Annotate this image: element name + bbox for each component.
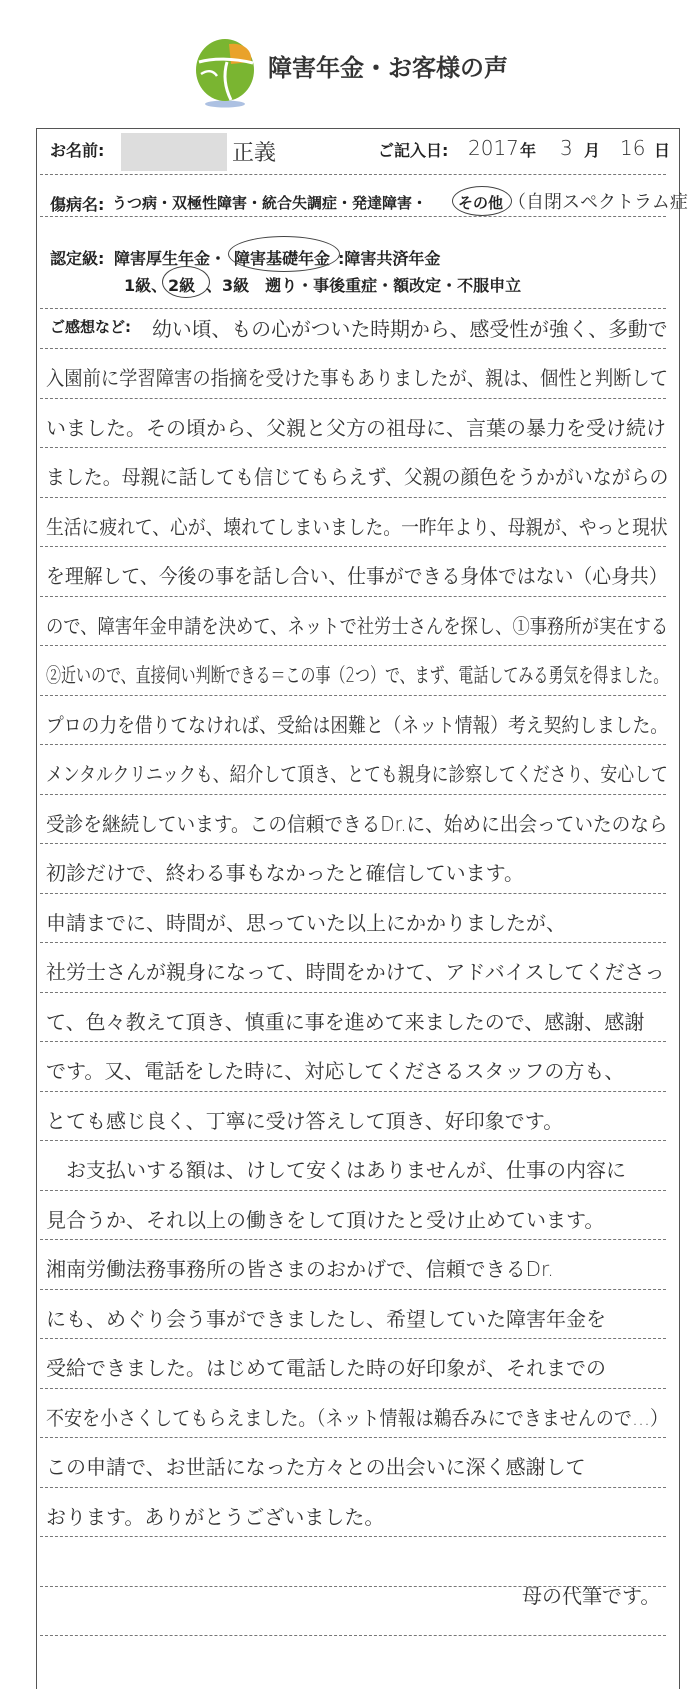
comment-line: 湘南労働法務事務所の皆さまのおかげで、信頼できるDr. <box>46 1257 554 1281</box>
divider <box>40 1091 666 1092</box>
disease-options: うつ病・双極性障害・統合失調症・発達障害・ <box>112 194 428 212</box>
comment-line: 幼い頃、もの心がついた時期から、感受性が強く、多動で <box>152 316 668 341</box>
comment-line: です。又、電話をした時に、対応してくださるスタッフの方も、 <box>46 1059 625 1083</box>
divider <box>40 1140 666 1141</box>
divider <box>40 546 666 547</box>
divider <box>40 1536 666 1537</box>
page-title: 障害年金・お客様の声 <box>268 54 508 82</box>
divider <box>40 1190 666 1191</box>
divider <box>40 596 666 597</box>
divider <box>40 893 666 894</box>
grade-suffix: 、3級 遡り・事後重症・額改定・不服申立 <box>206 276 522 295</box>
comment-line: 生活に疲れて、心が、壊れてしまいました。一昨年より、母親が、やっと現状 <box>46 514 668 539</box>
disease-other-value: （自閉スペクトラム症 <box>508 192 688 213</box>
date-day-unit: 日 <box>654 141 671 160</box>
comment-line: 受診を継続しています。この信頼できるDr.に、始めに出会っていたのなら <box>46 811 668 836</box>
comment-line: プロの力を借りてなければ、受給は困難と（ネット情報）考え契約しました。 <box>46 712 668 737</box>
date-month-unit: 月 <box>584 141 601 160</box>
divider <box>40 645 666 646</box>
comment-line: 社労士さんが親身になって、時間をかけて、アドバイスしてくださっ <box>46 960 665 984</box>
disease-selected: その他 <box>458 194 504 212</box>
comment-line: を理解して、今後の事を話し合い、仕事ができる身体ではない（心身共） <box>46 564 668 588</box>
name-label: お名前: <box>50 141 105 160</box>
date-label: ご記入日: <box>378 141 449 160</box>
grade-selected: 2級 <box>168 276 196 295</box>
comment-line: お支払いする額は、けして安くはありませんが、仕事の内容に <box>46 1158 626 1182</box>
divider <box>40 1635 666 1636</box>
comment-line: にも、めぐり会う事ができましたし、希望していた障害年金を <box>46 1306 606 1331</box>
divider <box>40 447 666 448</box>
divider <box>40 1487 666 1488</box>
date-year: 2017 <box>468 136 519 160</box>
divider <box>40 695 666 696</box>
comment-line: この申請で、お世話になった方々との出会いに深く感謝して <box>46 1455 586 1479</box>
comment-line: 初診だけで、終わる事もなかったと確信しています。 <box>46 861 524 885</box>
divider <box>40 992 666 993</box>
divider <box>40 1388 666 1389</box>
comment-line: 入園前に学習障害の指摘を受けた事もありましたが、親は、個性と判断して <box>46 366 668 390</box>
comment-line: メンタルクリニックも、紹介して頂き、とても親身に診察してくださり、安心して <box>46 762 668 786</box>
grade-label: 認定級: <box>50 249 105 268</box>
divider <box>40 794 666 795</box>
divider <box>40 398 666 399</box>
comment-line: ました。母親に話しても信じてもらえず、父親の顔色をうかがいながらの <box>46 465 669 489</box>
divider <box>40 942 666 943</box>
date-day: 16 <box>620 136 646 160</box>
signature: 母の代筆です。 <box>522 1584 661 1608</box>
comment-line: 申請までに、時間が、思っていた以上にかかりましたが、 <box>46 910 566 935</box>
comments-label: ご感想など: <box>50 318 131 336</box>
date-month: 3 <box>560 136 573 160</box>
divider <box>40 1041 666 1042</box>
divider <box>40 1289 666 1290</box>
divider <box>40 1239 666 1240</box>
comment-line: ので、障害年金申請を決めて、ネットで社労士さんを探し、①事務所が実在する <box>46 613 669 638</box>
divider <box>40 348 666 349</box>
comment-line: 見合うか、それ以上の働きをして頂けたと受け止めています。 <box>46 1207 605 1232</box>
disease-label: 傷病名: <box>50 195 105 214</box>
pension-prefix: 障害厚生年金・ <box>114 249 227 268</box>
pension-suffix: :障害共済年金 <box>338 249 441 268</box>
comment-line: 受給できました。はじめて電話した時の好印象が、それまでの <box>46 1356 606 1380</box>
divider <box>40 1338 666 1339</box>
grade-prefix: 1級、 <box>124 276 168 295</box>
divider <box>40 744 666 745</box>
comment-line: いました。その頃から、父親と父方の祖母に、言葉の暴力を受け続け <box>46 415 666 440</box>
pension-selected: 障害基礎年金 <box>234 249 331 268</box>
comment-line: て、色々教えて頂き、慎重に事を進めて来ましたので、感謝、感謝 <box>46 1009 645 1034</box>
divider <box>40 497 666 498</box>
divider <box>40 843 666 844</box>
divider <box>40 1437 666 1438</box>
comment-line: とても感じ良く、丁寧に受け答えして頂き、好印象です。 <box>46 1108 564 1133</box>
comment-line: 不安を小さくしてもらえました。（ネット情報は鵜呑みにできませんので…） <box>46 1405 668 1430</box>
date-year-unit: 年 <box>520 141 537 160</box>
comment-line: おります。ありがとうございました。 <box>46 1504 385 1529</box>
name-value: 正義 <box>232 141 277 166</box>
comment-line: ②近いので、直接伺い判断できる＝この事（2つ）で、まず、電話してみる勇気を得ました。 <box>46 663 669 687</box>
